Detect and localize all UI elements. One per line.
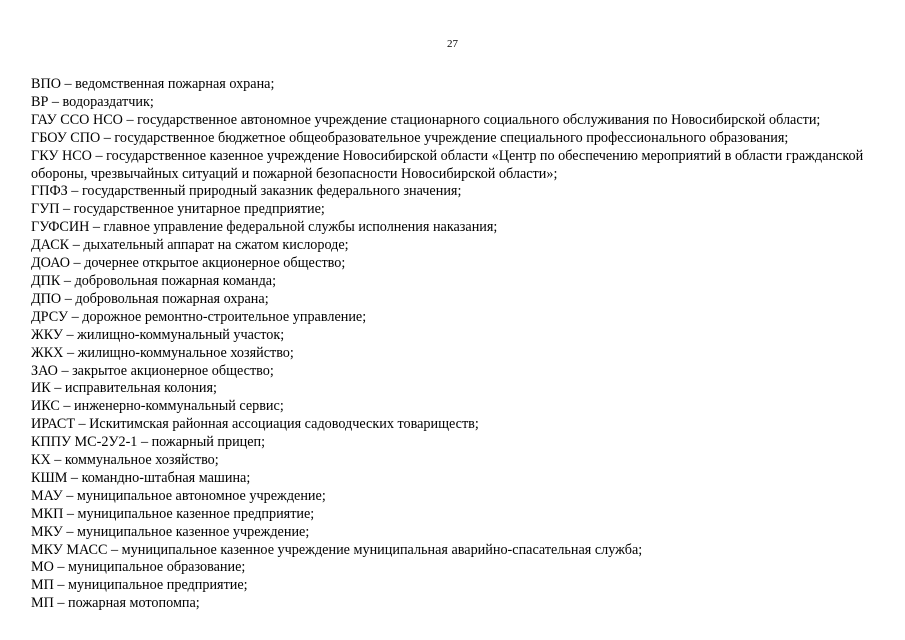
abbreviation-entry: ДРСУ – дорожное ремонтно-строительное управление; [31, 308, 367, 325]
abbreviation-entry: МКП – муниципальное казенное предприятие; [31, 505, 315, 522]
abbreviation-entry: МП – муниципальное предприятие; [31, 577, 248, 594]
abbreviation-entry: ГУФСИН – главное управление федеральной службы исполнения наказания; [31, 219, 498, 236]
abbreviation-entry: ЗАО – закрытое акционерное общество; [31, 362, 274, 379]
abbreviation-entry: ИРАСТ – Искитимская районная ассоциация садоводческих товариществ; [31, 416, 479, 433]
page-number: 27 [447, 38, 458, 50]
abbreviation-entry: ДПК – добровольная пожарная команда; [31, 272, 277, 289]
abbreviation-entry: ДПО – добровольная пожарная охрана; [31, 290, 269, 307]
abbreviation-list [31, 76, 891, 613]
abbreviation-entry: КХ – коммунальное хозяйство; [31, 452, 219, 469]
abbreviation-entry: ВПО – ведомственная пожарная охрана; [31, 76, 275, 92]
abbreviation-entry: ДАСК – дыхательный аппарат на сжатом кислороде; [31, 237, 349, 254]
abbreviation-entry: ГУП – государственное унитарное предприятие; [31, 201, 325, 218]
abbreviation-entry: ВР – водораздатчик; [31, 93, 154, 110]
abbreviation-entry: ГБОУ СПО – государственное бюджетное общеобразовательное учреждение специального профессионального образования; [31, 129, 789, 146]
abbreviation-entry: ГАУ ССО НСО – государственное автономное учреждение стационарного социального обслуживания по Новосибирской области; [31, 111, 821, 128]
abbreviation-entry: КППУ МС-2У2-1 – пожарный прицеп; [31, 434, 266, 451]
abbreviation-entry: ГПФЗ – государственный природный заказник федерального значения; [31, 183, 462, 200]
abbreviation-entry: ЖКХ – жилищно-коммунальное хозяйство; [31, 344, 294, 361]
abbreviation-entry: МО – муниципальное образование; [31, 559, 246, 576]
abbreviation-entry: МКУ – муниципальное казенное учреждение; [31, 523, 310, 540]
abbreviation-entry: ИКС – инженерно-коммунальный сервис; [31, 398, 284, 415]
abbreviation-entry: ЖКУ – жилищно-коммунальный участок; [31, 326, 285, 343]
abbreviation-entry: МКУ МАСС – муниципальное казенное учреждение муниципальная аварийно-спасательная служба; [31, 541, 643, 558]
abbreviation-entry: ИК – исправительная колония; [31, 380, 217, 397]
abbreviation-entry: КШМ – командно-штабная машина; [31, 469, 251, 486]
abbreviation-entry: МП – пожарная мотопомпа; [31, 595, 200, 612]
abbreviation-entry: МАУ – муниципальное автономное учреждение; [31, 487, 326, 504]
abbreviation-entry: ГКУ НСО – государственное казенное учреждение Новосибирской области «Центр по обеспечению мероприятий в области гражданской обороны, чрезвычайных ситуаций и пожарной безопасности Новосибирской области»; [31, 147, 864, 182]
abbreviation-entry: ДОАО – дочернее открытое акционерное общество; [31, 255, 346, 272]
